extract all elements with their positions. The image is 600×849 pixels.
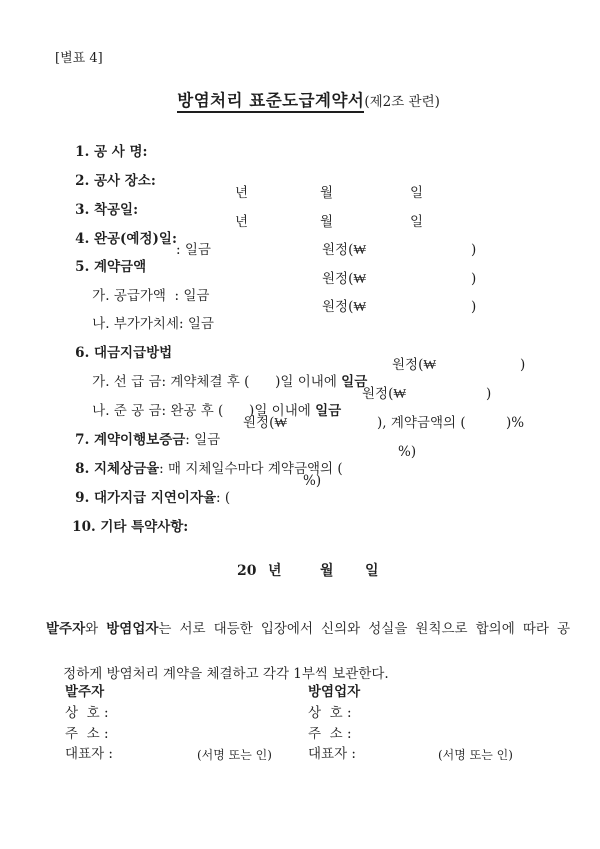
owner-title: 발주자 (65, 684, 105, 700)
document-title-note: (제2조 관련) (364, 94, 440, 110)
date-year-label: 년 (268, 563, 282, 579)
signature-rep-row (0, 746, 600, 848)
closing-line2: 정하게 방염처리 계약을 체결하고 각각 1부씩 보관한다. (63, 666, 389, 682)
item-1-label: 1. 공 사 명: (75, 144, 148, 160)
item-3-label: 3. 착공일: (75, 202, 139, 218)
owner-address-label: 주 소 : (65, 726, 109, 742)
item-6a-won-open: 원정(₩ (392, 357, 437, 373)
item-5b-won-open: 원정(₩ (322, 299, 367, 315)
date-month-label: 월 (320, 563, 334, 579)
item-5b-paren-close: ) (471, 299, 477, 315)
item-2-label: 2. 공사 장소: (75, 173, 156, 189)
item-4-month-label: 월 (320, 214, 334, 230)
date-day-label: 일 (365, 563, 379, 579)
item-4-day-label: 일 (410, 214, 424, 230)
item-5a-label: 가. 공급가액 : 일금 (92, 288, 210, 304)
item-9-pct-close: %) (303, 473, 322, 489)
closing-rest: 는 서로 대등한 입장에서 신의와 성실을 원칙으로 합의에 따라 공 (158, 621, 570, 637)
item-6b-label: 나. 준 공 금: 완공 후 ( )일 이내에 (92, 403, 316, 419)
item-6-label: 6. 대금지급방법 (75, 345, 173, 361)
item-8-label: 8. 지체상금율 (75, 461, 160, 477)
document-title: 방염처리 표준도급계약서 (177, 91, 364, 113)
contractor-address-label: 주 소 : (308, 726, 352, 742)
item-5a-won-open: 원정(₩ (322, 271, 367, 287)
owner-sign-note: (서명 또는 인) (197, 748, 272, 762)
item-10-label: 10. 기타 특약사항: (72, 519, 189, 535)
item-9-label: 9. 대가지급 지연이자율 (75, 490, 217, 506)
item-4-year-label: 년 (235, 214, 249, 230)
item-7-label: 7. 계약이행보증금 (75, 432, 186, 448)
item-5-label: 5. 계약금액 (75, 259, 147, 275)
item-7-colon-ilgeum: : 일금 (185, 432, 221, 448)
item-6a-label: 가. 선 급 금: 계약체결 후 ( )일 이내에 (92, 374, 342, 390)
item-5-won-open: 원정(₩ (322, 242, 367, 258)
owner-rep-label: 대표자 : (65, 746, 113, 762)
annex-label: [별표 4] (55, 51, 103, 66)
item-7-mid: ), 계약금액의 ( (377, 415, 466, 431)
closing-owner: 발주자 (46, 621, 86, 637)
item-3-month-label: 월 (320, 185, 334, 201)
item-7-won-open: 원정(₩ (243, 415, 288, 431)
item-8-rest: : 매 지체일수마다 계약금액의 ( (159, 461, 343, 477)
item-6b-won-open: 원정(₩ (362, 386, 407, 402)
item-6b-paren-close: ) (486, 386, 492, 402)
item-6b-ilgeum: 일금 (315, 403, 342, 419)
item-7-end: )% (506, 415, 525, 431)
closing-paragraph-line1 (46, 621, 570, 638)
date-century: 20 (237, 563, 257, 579)
document-title-row (0, 75, 600, 128)
contract-item-10 (0, 502, 600, 553)
closing-and: 와 (85, 621, 107, 637)
item-3-day-label: 일 (410, 185, 424, 201)
item-5b-label: 나. 부가가치세: 일금 (92, 316, 214, 332)
item-3-year-label: 년 (235, 185, 249, 201)
item-5-paren-close: ) (471, 242, 477, 258)
item-5-colon-ilgeum: : 일금 (176, 242, 211, 258)
item-8-pct-close: %) (398, 444, 417, 460)
closing-contractor: 방염업자 (106, 621, 159, 637)
item-6a-paren-close: ) (520, 357, 526, 373)
contractor-rep-label: 대표자 : (308, 746, 356, 762)
item-5a-paren-close: ) (471, 271, 477, 287)
owner-company-label: 상 호 : (65, 705, 109, 721)
item-6a-ilgeum: 일금 (341, 374, 368, 390)
item-4-label: 4. 완공(예정)일: (75, 231, 177, 247)
item-9-rest: : ( (216, 490, 231, 506)
contractor-sign-note: (서명 또는 인) (438, 748, 513, 762)
contractor-company-label: 상 호 : (308, 705, 352, 721)
contractor-title: 방염업자 (308, 684, 361, 700)
